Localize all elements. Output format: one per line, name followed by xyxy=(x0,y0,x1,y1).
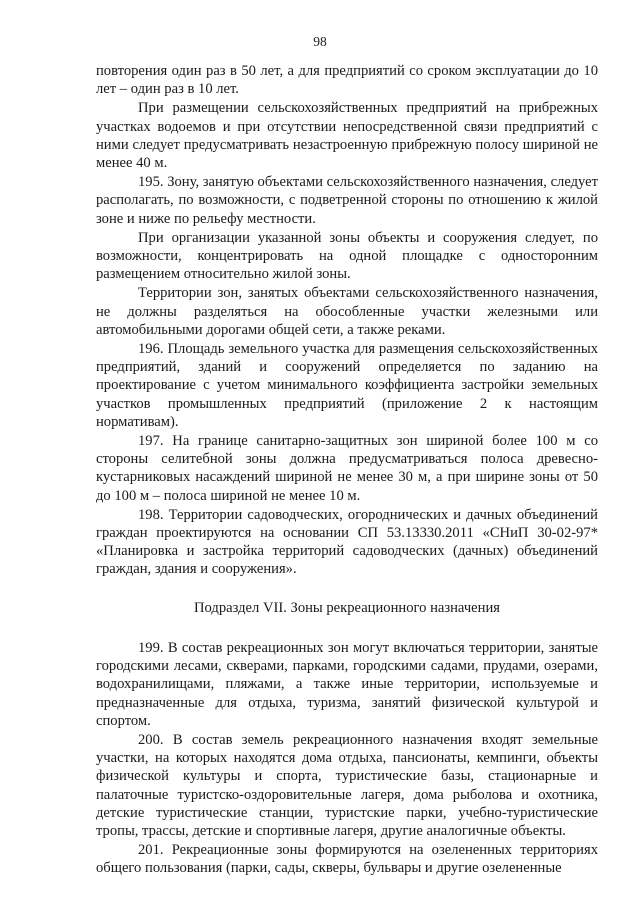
paragraph: При организации указанной зоны объекты и сооружения следует, по возможности, концентрировать на одной площадке с односторонним размещением относительно жилой зоны. xyxy=(96,229,598,283)
paragraph: повторения один раз в 50 лет, а для предприятий со сроком эксплуатации до 10 лет – один раз в 10 лет. xyxy=(96,63,598,98)
paragraph-197: 197. На границе санитарно-защитных зон шириной более 100 м со стороны селитебной зоны должна предусматриваться полоса древесно-кустарниковых насаждений шириной не менее 30 м, а при ширине зоны от 50 до 100 м – полоса шириной не менее 10 м. xyxy=(96,433,598,504)
section-heading: Подраздел VII. Зоны рекреационного назначения xyxy=(194,599,500,616)
paragraph-195: 195. Зону, занятую объектами сельскохозяйственного назначения, следует располагать, по возможности, с подветренной стороны по отношению к жилой зоне и ниже по рельефу местности. xyxy=(96,174,598,227)
document-body xyxy=(96,62,598,879)
paragraphs-before xyxy=(96,62,598,579)
paragraphs-after xyxy=(96,639,598,878)
page-number: 98 xyxy=(313,34,327,49)
paragraph-200: 200. В состав земель рекреационного назначения входят земельные участки, на которых находятся дома отдыха, пансионаты, кемпинги, объекты физической культуры и спорта, туристические базы, стационарные и палаточные туристско-оздоровительные лагеря, дома рыболова и охотника, детские туристические станции, туристские парки, учебно-туристические тропы, трассы, детские и спортивные лагеря, другие аналогичные объекты. xyxy=(96,731,598,839)
paragraph: При размещении сельскохозяйственных предприятий на прибрежных участках водоемов и при отсутствии непосредственной связи предприятий с ними следует предусматривать незастроенную прибрежную полосу шириной не менее 40 м. xyxy=(96,100,598,172)
paragraph-196: 196. Площадь земельного участка для размещения сельскохозяйственных предприятий, зданий и сооружений определяется по заданию на проектирование с учетом минимального коэффициента застройки земельных участков промышленных предприятий (приложение 2 к настоящим нормативам). xyxy=(96,341,598,430)
paragraph: Территории зон, занятых объектами сельскохозяйственного назначения, не должны разделяться на обособленные участки железными или автомобильными дорогами общей сети, а также реками. xyxy=(96,285,598,338)
paragraph-199: 199. В состав рекреационных зон могут включаться территории, занятые городскими лесами, скверами, парками, городскими садами, прудами, озерами, водохранилищами, пляжами, а также иные территории, используемые и предназначенные для отдыха, туризма, занятий физической культурой и спортом. xyxy=(96,639,598,729)
paragraph-201: 201. Рекреационные зоны формируются на озелененных территориях общего пользования (парки, сады, скверы, бульвары и другие озелененные xyxy=(96,842,598,877)
paragraph-198: 198. Территории садоводческих, огороднических и дачных объединений граждан проектируются на основании СП 53.13330.2011 «СНиП 30-02-97* «Планировка и застройка территорий садоводческих (дачных) объединений граждан, здания и сооружения». xyxy=(96,506,598,578)
